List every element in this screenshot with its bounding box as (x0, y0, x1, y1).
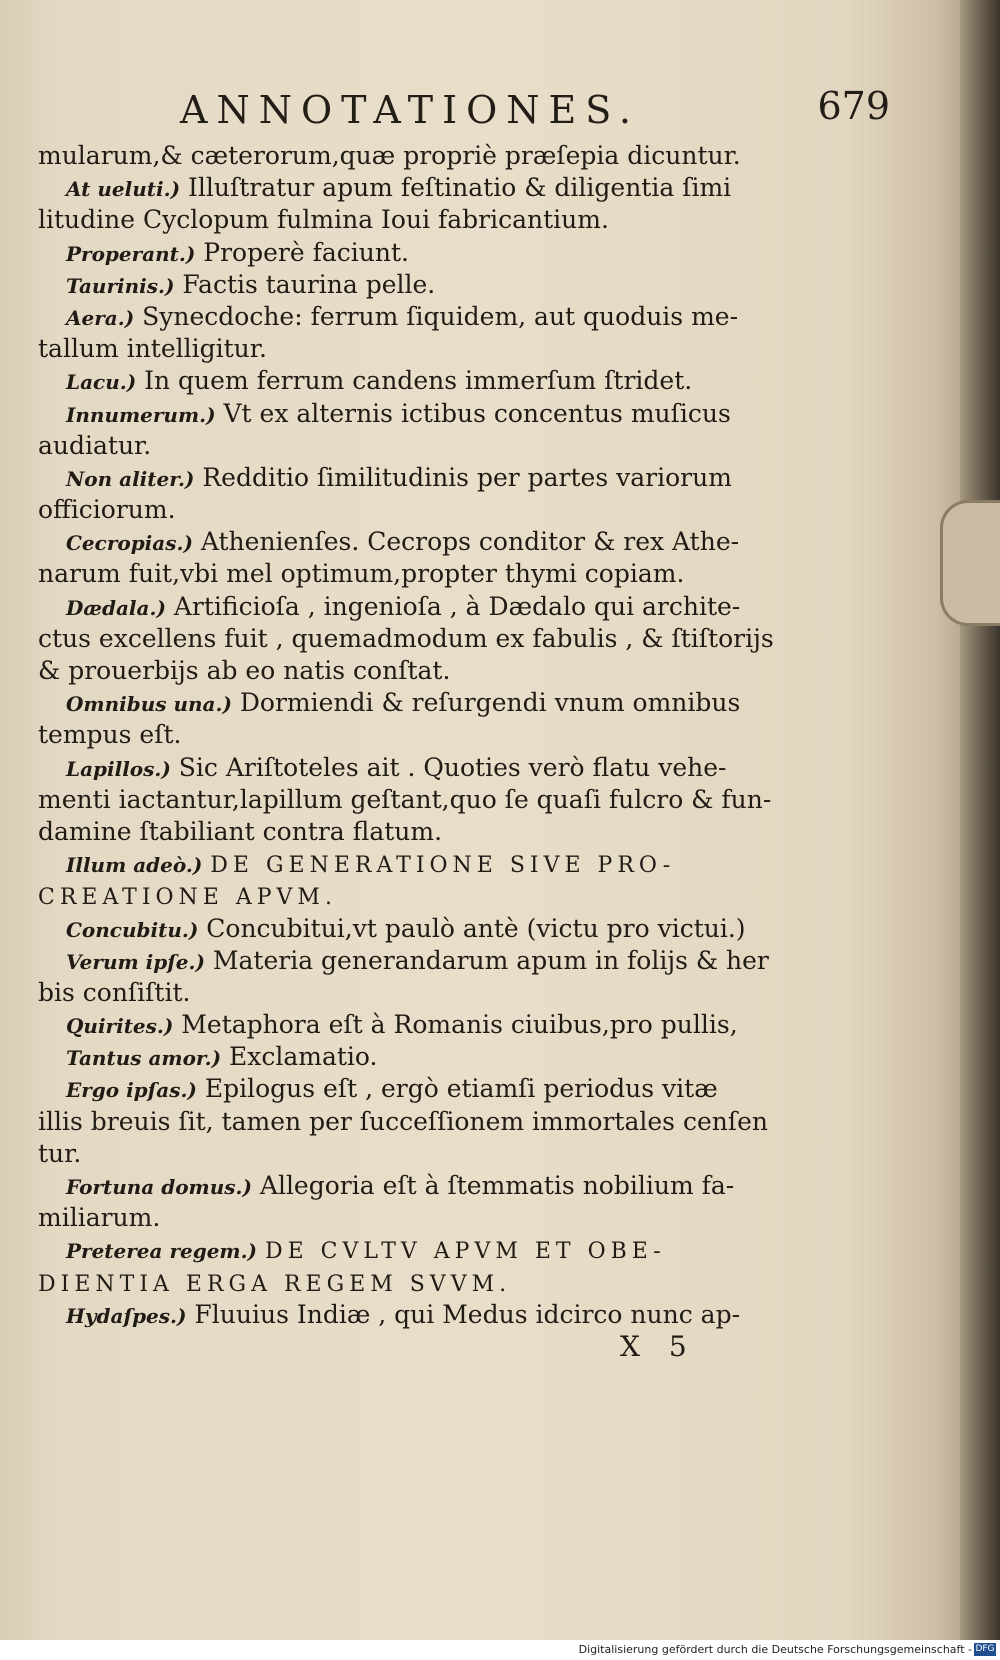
line-text: Metaphora eſt à Romanis ciuibus,pro pullis, (181, 1010, 738, 1040)
line-text: DE GENERATIONE SIVE PRO- (210, 853, 676, 879)
page-edge (960, 0, 1000, 1640)
line-text: Athenienſes. Cecrops conditor & rex Athe- (200, 527, 740, 557)
line-text: tallum intelligitur. (38, 334, 267, 364)
lemma: Concubitu.) (66, 917, 199, 942)
text-line (38, 655, 788, 687)
text-line (38, 1267, 788, 1299)
text-line (38, 719, 788, 751)
text-line (38, 977, 788, 1009)
line-text: Factis taurina pelle. (182, 269, 436, 299)
line-text: Dormiendi & reſurgendi vnum omnibus (239, 688, 741, 718)
text-line (38, 1299, 788, 1331)
text-line (38, 1202, 788, 1234)
text-line (38, 140, 788, 172)
line-text: miliarum. (38, 1203, 161, 1233)
text-line (38, 784, 788, 816)
line-text: DIENTIA ERGA REGEM SVVM. (38, 1271, 512, 1297)
line-text: Exclamatio. (229, 1042, 378, 1072)
text-line (38, 237, 788, 269)
line-text: Concubitui,vt paulò antè (victu pro victui.) (206, 913, 746, 943)
lemma: Verum ipſe.) (66, 949, 205, 974)
line-text: menti iactantur,lapillum geſtant,quo ſe quaſi fulcro & fun- (38, 784, 772, 814)
page-number: 679 (817, 84, 890, 128)
lemma: Tantus amor.) (66, 1046, 222, 1071)
line-text: ctus excellens fuit , quemadmodum ex fabulis , & ſtiſtorijs (38, 623, 774, 653)
text-line (38, 558, 788, 590)
lemma: Fortuna domus.) (66, 1175, 252, 1199)
line-text: Synecdoche: ferrum ſiquidem, aut quoduis me- (142, 301, 739, 331)
lemma: Ergo ipſas.) (66, 1078, 197, 1103)
line-text: Illuſtratur apum feſtinatio & diligentia ſimi (188, 173, 732, 203)
text-line (38, 1138, 788, 1170)
line-text: & prouerbijs ab eo natis conſtat. (38, 656, 451, 685)
line-text: audiatur. (38, 430, 152, 460)
text-line (38, 1170, 788, 1202)
lemma: Lacu.) (66, 370, 137, 395)
line-text: Redditio ſimilitudinis per partes variorum (202, 462, 732, 492)
text-line (38, 462, 788, 494)
page-header (180, 84, 890, 132)
annotation-text (38, 140, 788, 1331)
lemma: At ueluti.) (66, 177, 181, 202)
lemma: Aera.) (66, 305, 135, 330)
lemma: Dædala.) (66, 595, 166, 620)
text-line (38, 526, 788, 558)
line-text: tur. (38, 1138, 82, 1168)
running-head: ANNOTATIONES. (180, 88, 640, 132)
book-clasp-tab (940, 500, 1000, 626)
line-text: DE CVLTV APVM ET OBE- (264, 1239, 666, 1265)
text-line (38, 398, 788, 430)
text-line (38, 1041, 788, 1073)
line-text: Allegoria eſt à ſtemmatis nobilium fa- (259, 1171, 735, 1200)
text-line (38, 913, 788, 945)
text-line (38, 816, 788, 848)
lemma: Properant.) (66, 241, 196, 266)
footer-credit: Digitalisierung gefördert durch die Deutsche Forschungsgemeinschaft - (578, 1643, 972, 1656)
footer-bar (0, 1640, 1000, 1660)
text-line (38, 687, 788, 719)
lemma: Lapillos.) (66, 756, 171, 781)
line-text: Fluuius Indiæ , qui Medus idcirco nunc ap- (194, 1299, 741, 1329)
lemma: Preterea regem.) (66, 1239, 258, 1264)
lemma: Innumerum.) (66, 402, 216, 427)
line-text: officiorum. (38, 495, 176, 525)
text-line (38, 204, 788, 236)
lemma: Hydaſpes.) (66, 1303, 187, 1328)
line-text: Artificioſa , ingenioſa , à Dædalo qui archite- (173, 591, 741, 621)
line-text: CREATIONE APVM. (38, 885, 337, 911)
signature-mark: X 5 (620, 1330, 697, 1363)
text-line (38, 591, 788, 623)
text-line (38, 1073, 788, 1105)
text-line (38, 301, 788, 333)
text-line (38, 1106, 788, 1138)
line-text: tempus eſt. (38, 720, 182, 750)
line-text: illis breuis ſit, tamen per ſucceſſionem immortales cenſen (38, 1106, 768, 1136)
text-line (38, 430, 788, 462)
text-line (38, 880, 788, 912)
text-line (38, 365, 788, 397)
text-line (38, 172, 788, 204)
text-line (38, 1234, 788, 1266)
lemma: Illum adeò.) (66, 853, 203, 878)
line-text: bis conſiſtit. (38, 977, 191, 1007)
lemma: Cecropias.) (66, 531, 193, 556)
line-text: narum fuit,vbi mel optimum,propter thymi copiam. (38, 559, 685, 589)
line-text: Epilogus eſt , ergò etiamſi periodus vitæ (204, 1074, 718, 1104)
text-line (38, 848, 788, 880)
line-text: litudine Cyclopum fulmina Ioui fabricantium. (38, 205, 609, 235)
text-line (38, 623, 788, 655)
text-line (38, 945, 788, 977)
line-text: damine ſtabiliant contra flatum. (38, 816, 443, 846)
line-text: Sic Ariſtoteles ait . Quoties verò flatu vehe- (178, 752, 727, 782)
text-line (38, 1009, 788, 1041)
text-line (38, 494, 788, 526)
lemma: Taurinis.) (66, 273, 175, 298)
text-line (38, 269, 788, 301)
lemma: Omnibus una.) (66, 692, 232, 717)
line-text: Vt ex alternis ictibus concentus muſicus (223, 398, 731, 428)
text-line (38, 752, 788, 784)
text-line (38, 333, 788, 365)
line-text: Properè faciunt. (203, 237, 409, 267)
line-text: mularum,& cæterorum,quæ propriè præſepia dicuntur. (38, 141, 741, 170)
lemma: Non aliter.) (66, 466, 195, 491)
dfg-logo: DFG (975, 1644, 995, 1654)
lemma: Quirites.) (66, 1014, 174, 1039)
line-text: In quem ferrum candens immerſum ſtridet. (144, 366, 693, 396)
line-text: Materia generandarum apum in folijs & her (212, 945, 769, 975)
